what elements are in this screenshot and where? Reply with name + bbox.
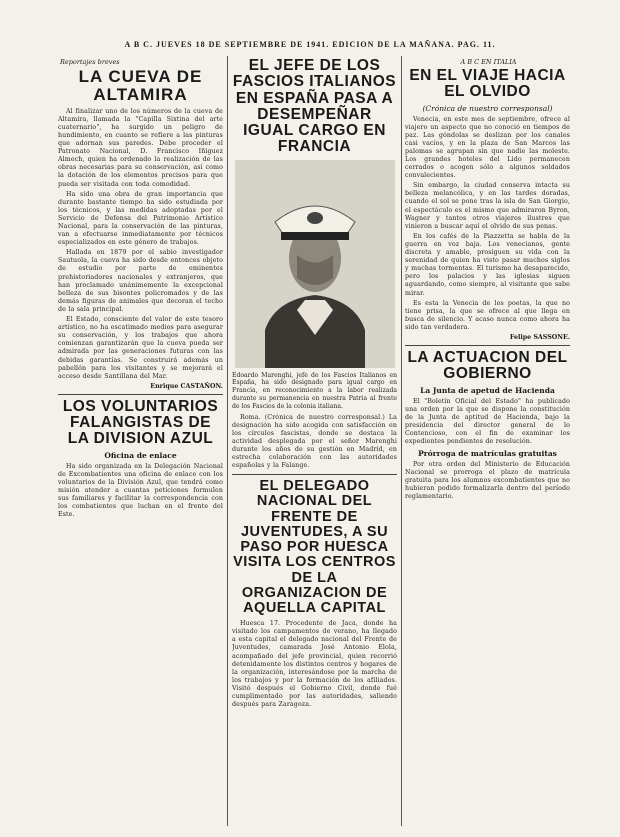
article-subheading: Oficina de enlace (104, 450, 177, 460)
divider (405, 345, 570, 346)
article-headline: LOS VOLUNTARIOS FALANGISTAS DE LA DIVISION AZUL (62, 397, 219, 448)
article-paragraph: El Estado, consciente del valor de este tesoro artístico, no ha escatimado medios para asegurar su conservación, y los trabajos que ahora comienzan garantizarán que la cueva pueda ser admirada por las generaciones futuras con las debidas garantías. Se construirá además un pabellón para los visitantes y se mejorará el acceso desde Santillana del Mar. (58, 316, 223, 380)
article-body (405, 398, 570, 447)
article-body (405, 461, 570, 501)
article-subheading: La Junta de apetud de Hacienda (420, 385, 555, 395)
article-paragraph: Huesca 17. Procedente de Jaca, donde ha visitado los campamentos de verano, ha llegado a esta capital el delegado nacional del Frente de Juventudes, camarada José Antonio Elola, acompañado del jefe provincial, quien recorrió detenidamente los distintos centros y hogares de la organización, interesándose por la marcha de los trabajos y por la formación de los afiliados. Visitó después el Gobierno Civil, donde fué cumplimentado por las autoridades, saliendo después para Zaragoza. (232, 620, 397, 709)
article-headline: LA CUEVA DE ALTAMIRA (78, 67, 203, 104)
article-paragraph: Hallada en 1879 por el sabio investigador Sautuola, la cueva ha sido desde entonces objeto de estudio por parte de eminentes prehistoriadores nacionales y extranjeros, que han proclamado unánimemente la excepcional belleza de sus bisontes policromados y de las demás figuras de animales que decoran el techo de la sala principal. (58, 249, 223, 313)
article-body (232, 620, 397, 709)
article-body (232, 414, 397, 471)
section-kicker: Reportajes breves (60, 58, 120, 66)
article-paragraph: Por otra orden del Ministerio de Educación Nacional se prorroga el plazo de matrícula gratuita para los alumnos excombatientes que no hubieran podido formalizarla dentro del período reglamentario. (405, 461, 570, 501)
article-headline: EL DELEGADO NACIONAL DEL FRENTE DE JUVENTUDES, A SU PASO POR HUESCA VISITA LOS CENTROS DE LA ORGANIZACION DE AQUELLA CAPITAL (233, 478, 396, 616)
divider (232, 474, 397, 475)
article-byline: Enrique CASTAÑON. (150, 382, 223, 390)
article-headline: EL JEFE DE LOS FASCIOS ITALIANOS EN ESPAÑA PASA A DESEMPEÑAR IGUAL CARGO EN FRANCIA (232, 57, 397, 156)
article-headline: LA ACTUACION DEL GOBIERNO (407, 348, 568, 383)
article-body (405, 116, 570, 332)
article-byline: Felipe SASSONE. (509, 333, 570, 341)
portrait-image (235, 160, 395, 368)
column-rule (227, 56, 228, 826)
article-paragraph: Venecia, en este mes de septiembre, ofrece al viajero un aspecto que no conoció en tiempos de paz. Las góndolas se deslizan por los canales casi vacíos, y en la plaza de San Marcos las palomas se agrupan sin que nadie las moleste. Los grandes hoteles del Lido permanecen cerrados o acogen sólo a algunos soldados convalecientes. (405, 115, 570, 180)
portrait-photo (235, 160, 395, 368)
article-subheading: (Crónica de nuestro corresponsal) (422, 103, 553, 113)
divider (58, 394, 223, 395)
article-body (58, 463, 223, 520)
column-rule (401, 56, 402, 826)
article-paragraph: Ha sido organizada en la Delegación Nacional de Excombatientes una oficina de enlace con los voluntarios de la División Azul, que tendrá como misión atender a cuantas peticiones formulen sus familiares y facilitar la correspondencia con los combatientes que luchan en el frente del Este. (58, 462, 223, 519)
article-paragraph: En los cafés de la Piazzetta se habla de la guerra en voz baja. Los venecianos, gente discreta y amable, prosiguen su vida con la serenidad de quien ha visto pasar muchos siglos y muchas tormentas. El turismo ha desaparecido, pero los palacios y las iglesias siguen aguardando, como siempre, al visitante que sabe mirar. (405, 232, 570, 297)
article-body (58, 108, 223, 381)
article-paragraph: Ha sido una obra de gran importancia que durante bastante tiempo ha sido estudiada por los técnicos, y las medidas adoptadas por el Servicio de Defensa del Patrimonio Artístico Nacional, para la conservación de las pinturas, van a efectuarse inmediatamente por técnicos especializados en este género de trabajos. (58, 190, 223, 247)
section-kicker: A B C EN ITALIA (460, 58, 517, 66)
article-paragraph: Al finalizar uno de los números de la cueva de Altamira, llamada la "Capilla Sixtina del arte cuaternario", ha surgido un peligro de hundimiento, en cuanto se refiere a las pinturas que adornan sus paredes. Debe proceder el Patronato Nacional, D. Francisco Iñiguez Almech, quien ha ordenado la realización de las obras necesarias para su conservación, así como la dotación de los elementos precisos para que pueda ser visitada con toda comodidad. (58, 107, 223, 188)
article-headline: EN EL VIAJE HACIA EL OLVIDO (409, 67, 566, 101)
page-header: A B C. JUEVES 18 DE SEPTIEMBRE DE 1941. EDICION DE LA MAÑANA. PAG. 11. (124, 40, 496, 49)
article-paragraph: Roma. (Crónica de nuestro corresponsal.) La designación ha sido acogida con satisfacción en los círculos fascistas, donde se destaca la actividad desplegada por el señor Marenghi durante los años de su gestión en Madrid, en estrecha colaboración con las autoridades españolas y la Falange. (232, 413, 397, 470)
column-right (405, 56, 570, 826)
photo-caption: Edoardo Marenghi, jefe de los Fascios Italianos en España, ha sido designado para igual cargo en Francia, en reconocimiento a la labor realizada durante su permanencia en nuestra Patria al frente de los Fascios de la colonia italiana. (232, 371, 397, 410)
column-left (58, 56, 223, 826)
article-paragraph: Es esta la Venecia de los poetas, la que no tiene prisa, la que se ofrece al que llega en busca de silencio. Y acaso nunca como ahora ha sido tan verdadera. (405, 299, 570, 331)
column-center (232, 56, 397, 826)
article-paragraph: Sin embargo, la ciudad conserva intacta su belleza melancólica, y en las tardes doradas, cuando el sol se pone tras la isla de San Giorgio, el espectáculo es el mismo que admiraron Byron, Wagner y tantos otros viajeros ilustres que vinieron a buscar aquí el olvido de sus penas. (405, 182, 570, 230)
article-paragraph: El "Boletín Oficial del Estado" ha publicado una orden por la que se dispone la constitución de la Junta de aptitud de Hacienda, bajo la presidencia del director general de lo Contencioso, con el fin de examinar los expedientes pendientes de resolución. (405, 397, 570, 445)
article-subheading: Prórroga de matrículas gratuitas (418, 449, 557, 459)
